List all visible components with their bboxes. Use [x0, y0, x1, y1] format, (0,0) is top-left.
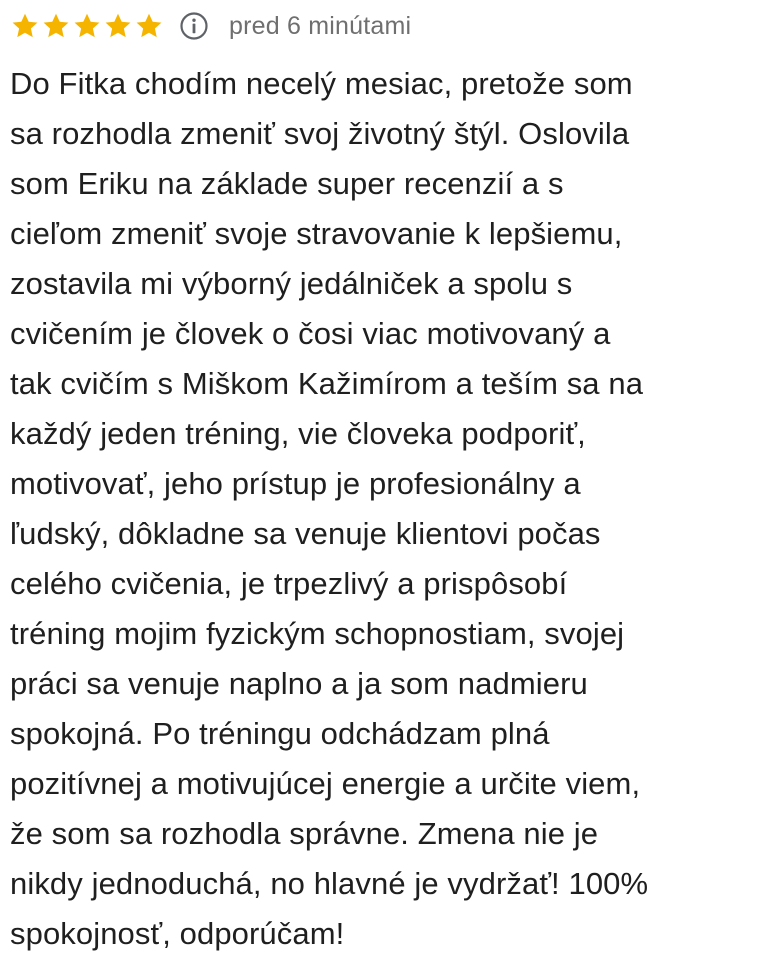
star-rating	[10, 11, 165, 41]
review-text-line: spokojná. Po tréningu odchádzam plná	[10, 716, 550, 751]
info-icon[interactable]	[179, 11, 209, 41]
review-text-line: každý jeden tréning, vie človeka podporiť,	[10, 416, 586, 451]
review-text-line: že som sa rozhodla správne. Zmena nie je	[10, 816, 599, 851]
review-text-line: spokojnosť, odporúčam!	[10, 916, 345, 951]
star-icon	[41, 11, 71, 41]
review-text-line: tréning mojim fyzickým schopnostiam, svojej	[10, 616, 625, 651]
review-text-line: pozitívnej a motivujúcej energie a určite viem,	[10, 766, 641, 801]
review-text-line: motivovať, jeho prístup je profesionálny a	[10, 466, 581, 501]
review-text-line: cieľom zmeniť svoje stravovanie k lepšiemu,	[10, 216, 623, 251]
star-icon	[72, 11, 102, 41]
star-icon	[103, 11, 133, 41]
star-icon	[134, 11, 164, 41]
review-text-line: zostavila mi výborný jedálniček a spolu s	[10, 266, 573, 301]
review-meta-row	[10, 8, 411, 44]
review-text	[10, 59, 750, 959]
review-text-line: cvičením je človek o čosi viac motivovaný a	[10, 316, 611, 351]
review-text-line: som Eriku na základe super recenzií a s	[10, 166, 564, 201]
review-text-line: Do Fitka chodím necelý mesiac, pretože som	[10, 66, 633, 101]
review-text-line: ľudský, dôkladne sa venuje klientovi počas	[10, 516, 601, 551]
review-text-line: celého cvičenia, je trpezlivý a prispôsobí	[10, 566, 568, 601]
star-icon	[10, 11, 40, 41]
review-text-line: nikdy jednoduchá, no hlavné je vydržať! 100%	[10, 866, 649, 901]
review-text-line: práci sa venuje naplno a ja som nadmieru	[10, 666, 588, 701]
review-timestamp: pred 6 minútami	[229, 11, 412, 40]
review-text-line: tak cvičím s Miškom Kažimírom a teším sa na	[10, 366, 644, 401]
review-text-line: sa rozhodla zmeniť svoj životný štýl. Oslovila	[10, 116, 630, 151]
